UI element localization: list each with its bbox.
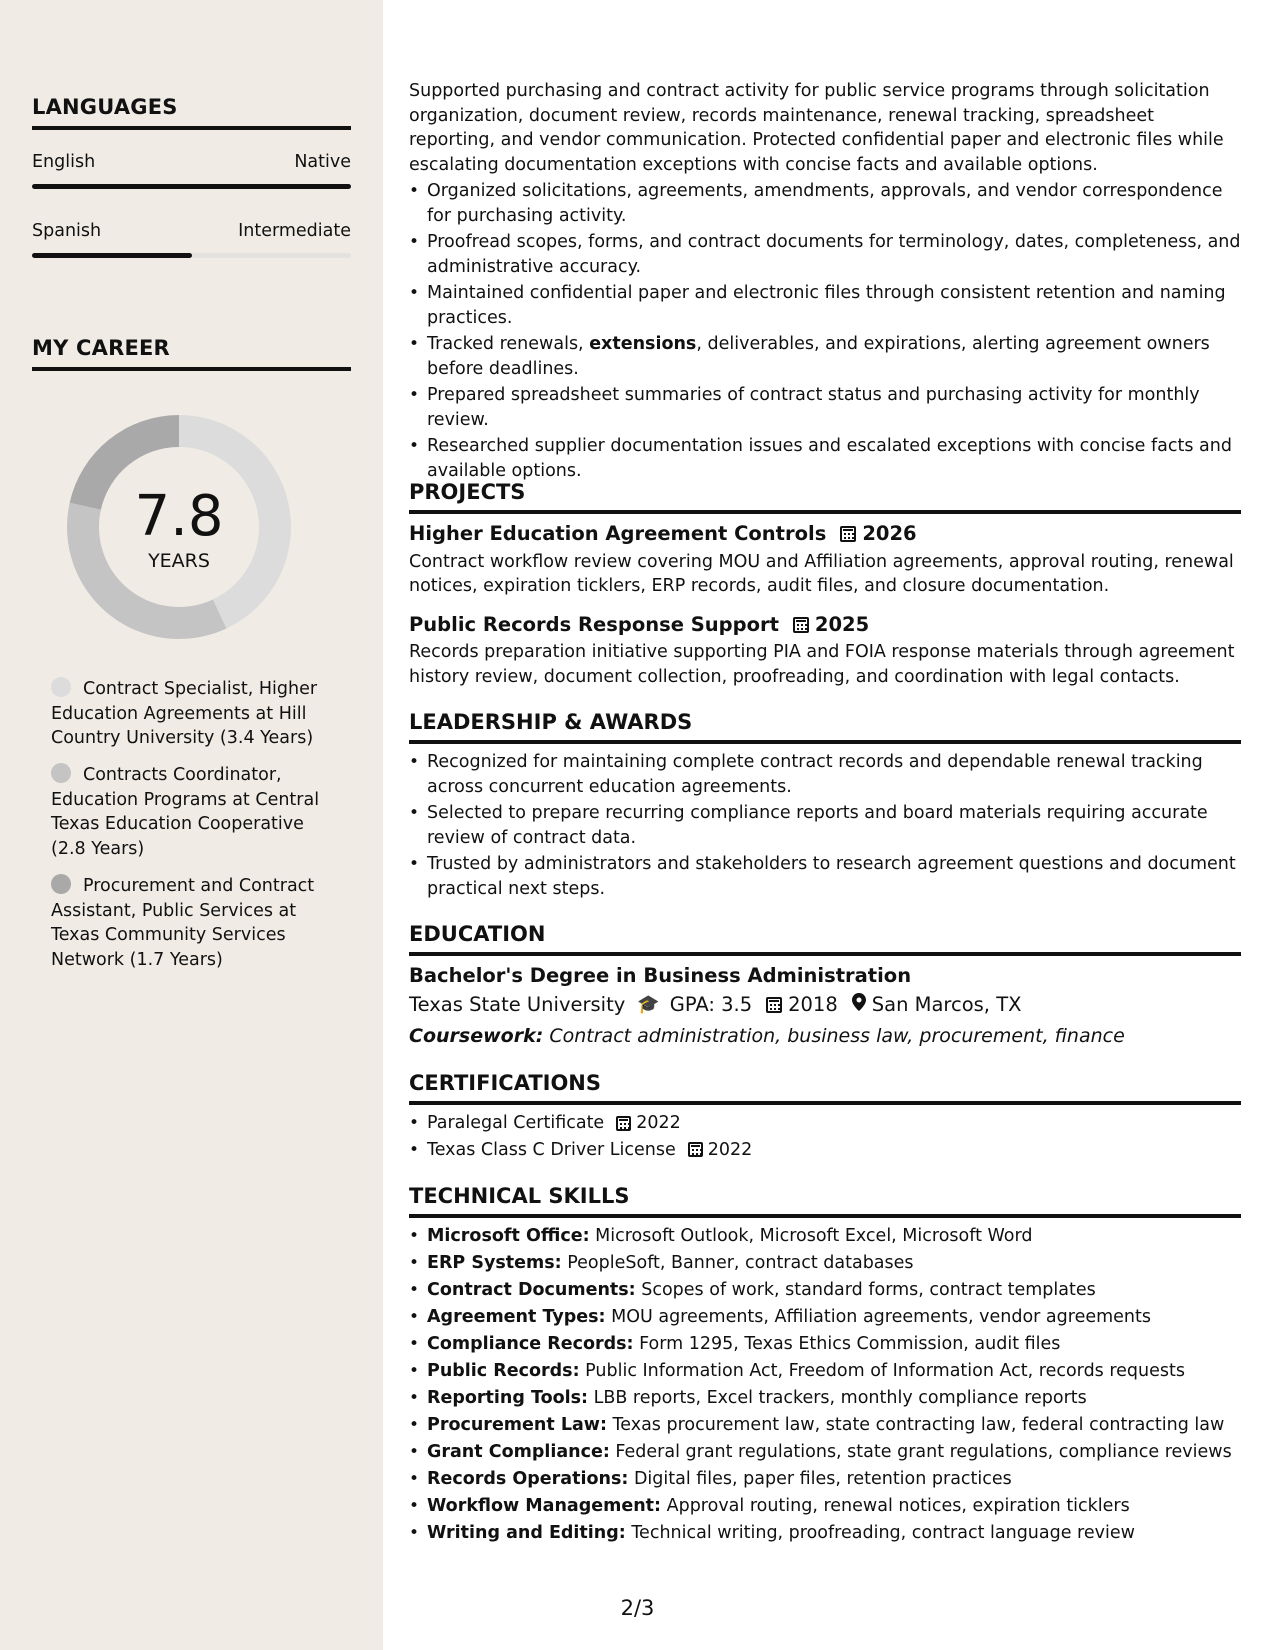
section-rule: [409, 1101, 1241, 1105]
experience-block: [409, 79, 1241, 483]
language-level: Native: [294, 152, 351, 172]
projects-section: [409, 478, 1241, 689]
experience-summary: Supported purchasing and contract activity for public service programs through solicitation organization, document review, records maintenance, renewal tracking, spreadsheet reporting, and vendor communication. Protected confidential paper and electronic files while escalating documentation exceptions with concise facts and available options.: [409, 81, 1224, 175]
career-years-label: YEARS: [148, 550, 210, 572]
section-rule: [409, 740, 1241, 744]
skill-item: [409, 1521, 1241, 1546]
skill-values: Approval routing, renewal notices, expiration ticklers: [661, 1496, 1130, 1516]
skill-category: Reporting Tools:: [427, 1388, 589, 1408]
skill-item: [409, 1305, 1241, 1330]
skill-item: [409, 1332, 1241, 1357]
skill-values: Texas procurement law, state contracting law, federal contracting law: [606, 1415, 1225, 1435]
project-description: Contract workflow review covering MOU and Affiliation agreements, approval routing, renewal notices, expiration ticklers, ERP records, audit files, and closure documentation.: [409, 551, 1234, 596]
calendar-icon: [840, 526, 856, 542]
language-bar-english: [32, 184, 351, 189]
coursework-label: Coursework:: [409, 1025, 544, 1047]
school-location: San Marcos, TX: [871, 993, 1022, 1016]
language-level: Intermediate: [238, 221, 351, 241]
language-name: Spanish: [32, 221, 102, 241]
list-item: • Selected to prepare recurring compliance reports and board materials requiring accurate review of contract data.: [409, 801, 1241, 850]
list-item: • Prepared spreadsheet summaries of contract status and purchasing activity for monthly review.: [409, 383, 1241, 432]
list-item: [409, 332, 1241, 381]
section-rule: [409, 510, 1241, 514]
skill-values: PeopleSoft, Banner, contract databases: [561, 1253, 914, 1273]
education-section: [409, 920, 1241, 1049]
leadership-section: [409, 708, 1241, 901]
page-number: 2/3: [620, 1596, 655, 1620]
education-details: [409, 993, 1241, 1019]
list-item: [409, 1111, 1241, 1136]
list-item: [409, 1138, 1241, 1163]
skill-category: Procurement Law:: [427, 1415, 607, 1435]
skill-category: Contract Documents:: [427, 1280, 636, 1300]
skill-category: ERP Systems:: [427, 1253, 562, 1273]
calendar-icon: [688, 1142, 703, 1157]
skill-category: Grant Compliance:: [427, 1442, 610, 1462]
certifications-list: [409, 1111, 1241, 1162]
skill-category: Public Records:: [427, 1361, 580, 1381]
legend-dot: [51, 874, 71, 894]
career-total-years: 7.8: [134, 484, 224, 549]
coursework: [409, 1024, 1241, 1049]
education-heading: EDUCATION: [409, 922, 546, 946]
language-row-english: [32, 152, 351, 172]
list-item: • Proofread scopes, forms, and contract documents for terminology, dates, completeness, and administrative accuracy.: [409, 230, 1241, 279]
experience-bullets: [409, 179, 1241, 483]
projects-heading: PROJECTS: [409, 480, 526, 504]
skill-category: Compliance Records:: [427, 1334, 634, 1354]
certifications-heading: CERTIFICATIONS: [409, 1071, 602, 1095]
project-name: Public Records Response Support: [409, 612, 779, 636]
career-donut-chart: [64, 412, 294, 642]
career-heading: MY CAREER: [32, 336, 170, 360]
languages-rule: [32, 126, 351, 130]
list-item: • Maintained confidential paper and electronic files through consistent retention and naming practices.: [409, 281, 1241, 330]
career-legend-item: [51, 874, 321, 972]
graduation-year: 2018: [788, 993, 838, 1016]
bullet-text: , deliverables, and expirations, alerting agreement owners before deadlines.: [427, 334, 1210, 379]
skills-list: [409, 1224, 1241, 1546]
calendar-icon: [766, 997, 782, 1013]
skill-values: Form 1295, Texas Ethics Commission, audit files: [633, 1334, 1061, 1354]
cert-name: • Texas Class C Driver License: [427, 1139, 676, 1160]
cert-name: • Paralegal Certificate: [427, 1113, 605, 1133]
location-pin-svg: [852, 993, 866, 1011]
degree-title: Bachelor's Degree in Business Administration: [409, 964, 912, 987]
leadership-list: [409, 750, 1241, 901]
skill-item: [409, 1359, 1241, 1384]
skill-item: [409, 1251, 1241, 1276]
language-row-spanish: [32, 221, 351, 241]
certifications-section: [409, 1069, 1241, 1162]
location-pin-icon: [852, 993, 866, 1019]
career-legend-text: Contracts Coordinator, Education Programs at Central Texas Education Cooperative (2.8 Years): [51, 765, 320, 859]
project-title: [409, 522, 1241, 547]
skill-values: Public Information Act, Freedom of Information Act, records requests: [579, 1361, 1185, 1381]
skill-values: Microsoft Outlook, Microsoft Excel, Microsoft Word: [589, 1226, 1033, 1246]
bullet-text: Tracked renewals,: [427, 334, 590, 354]
skill-item: [409, 1413, 1241, 1438]
skill-category: Records Operations:: [427, 1469, 629, 1489]
skill-category: Workflow Management:: [427, 1496, 662, 1516]
skill-item: [409, 1224, 1241, 1249]
list-item: • Trusted by administrators and stakeholders to research agreement questions and document practical next steps.: [409, 852, 1241, 901]
skill-item: [409, 1440, 1241, 1465]
language-bar-fill: [32, 184, 351, 189]
calendar-icon: [793, 617, 809, 633]
skill-values: LBB reports, Excel trackers, monthly compliance reports: [588, 1388, 1087, 1408]
graduation-cap-icon: 🎓: [637, 994, 660, 1015]
skill-item: [409, 1467, 1241, 1492]
career-legend-text: Procurement and Contract Assistant, Public Services at Texas Community Services Network (1.7 Years): [51, 876, 315, 970]
skill-category: Agreement Types:: [427, 1307, 606, 1327]
career-legend-item: [51, 763, 321, 861]
languages-heading: LANGUAGES: [32, 95, 178, 119]
project-name: Higher Education Agreement Controls: [409, 522, 827, 545]
cert-year: 2022: [707, 1139, 753, 1160]
legend-dot: [51, 677, 71, 697]
cert-year: 2022: [636, 1113, 681, 1133]
skills-heading: TECHNICAL SKILLS: [409, 1184, 630, 1208]
calendar-icon: [616, 1116, 631, 1131]
project-year: 2026: [862, 522, 917, 545]
list-item: • Organized solicitations, agreements, amendments, approvals, and vendor correspondence for purchasing activity.: [409, 179, 1241, 228]
skill-category: Microsoft Office:: [427, 1226, 590, 1246]
language-bar-spanish: [32, 253, 351, 258]
section-rule: [409, 952, 1241, 956]
list-item: • Recognized for maintaining complete contract records and dependable renewal tracking across concurrent education agreements.: [409, 750, 1241, 799]
school-name: Texas State University: [409, 993, 626, 1016]
language-name: English: [32, 152, 96, 172]
coursework-text: Contract administration, business law, procurement, finance: [543, 1025, 1125, 1047]
skill-values: MOU agreements, Affiliation agreements, vendor agreements: [605, 1307, 1151, 1327]
skill-values: Scopes of work, standard forms, contract templates: [635, 1280, 1096, 1300]
skill-values: Digital files, paper files, retention practices: [628, 1469, 1012, 1489]
section-rule: [409, 1214, 1241, 1218]
skill-item: [409, 1494, 1241, 1519]
career-legend-text: Contract Specialist, Higher Education Agreements at Hill Country University (3.4 Years): [51, 679, 318, 748]
skill-item: [409, 1386, 1241, 1411]
list-item: • Researched supplier documentation issues and escalated exceptions with concise facts and available options.: [409, 434, 1241, 483]
skills-section: [409, 1182, 1241, 1546]
skill-category: Writing and Editing:: [427, 1523, 626, 1543]
skill-item: [409, 1278, 1241, 1303]
project-year: 2025: [814, 612, 870, 636]
skill-values: Technical writing, proofreading, contract language review: [625, 1523, 1135, 1543]
leadership-heading: LEADERSHIP & AWARDS: [409, 710, 693, 734]
bullet-bold-text: extensions: [589, 334, 697, 354]
legend-dot: [51, 763, 71, 783]
career-rule: [32, 367, 351, 371]
sidebar: [0, 0, 383, 1650]
gpa: GPA: 3.5: [669, 993, 753, 1016]
project-title: [409, 613, 1241, 638]
project-description: Records preparation initiative supporting PIA and FOIA response materials through agreement history review, document collection, proofreading, and coordination with legal contacts.: [409, 642, 1235, 687]
skill-values: Federal grant regulations, state grant regulations, compliance reviews: [609, 1442, 1232, 1462]
language-bar-fill: [32, 253, 192, 258]
career-legend-item: [51, 677, 321, 751]
